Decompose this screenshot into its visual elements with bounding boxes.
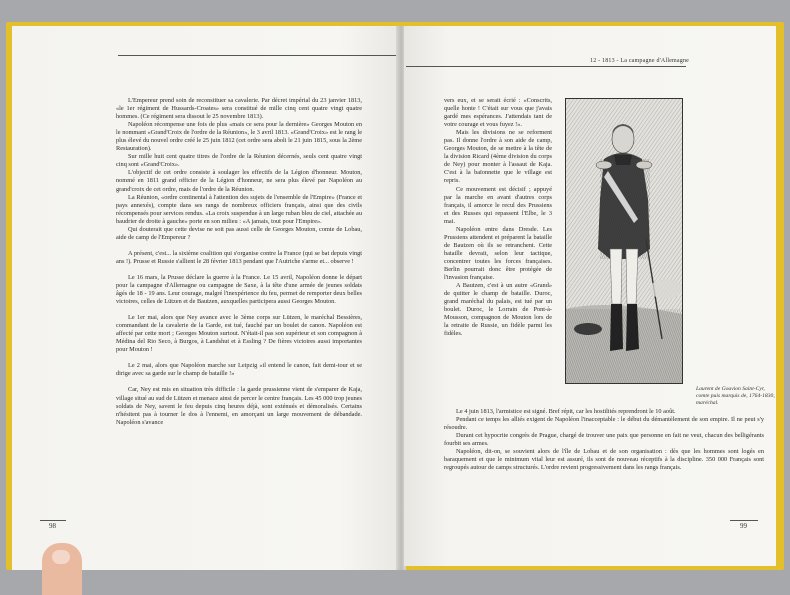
paragraph: La Réunion, «ordre continental à l'attention des sujets de l'ensemble de l'Empire» (France et pays annexés), compte dans ses rangs de nombreux officiers français, ainsi que des civils récompensés pour services rendus. «La croix suspendue à un large ruban bleu de ciel, attachée au baudrier de droite à gauche» porte en son milieu : «A jamais, tout pour l'Empire». [116, 193, 362, 225]
portrait-engraving [565, 98, 683, 384]
paragraph: Mais les divisions ne se reforment pas. Il donne l'ordre à son aide de camp, Georges Mouton, de se mettre à la tête de la division Ricard (4ème division du corps de Ney) pour monter à l'assaut de Kaja. C'est à la baïonnette que le village est repris. [444, 129, 552, 185]
paragraph: Le 4 juin 1813, l'armistice est signé. Bref répit, car les hostilités reprendront le 10 août. [456, 408, 676, 415]
left-header-rule [118, 55, 398, 56]
paragraph: Napoléon récompense une fois de plus «mais ce sera pour la dernière» Georges Mouton en le nommant «Grand'Croix de l'ordre de la Réunion», le 3 avril 1813. «Grand'Croix» est le rang le plus élevé du nouvel ordre créé le 25 juin 1812 (cet ordre sera aboli le 21 juin 1815, sous la 2ème Restauration). [116, 121, 362, 153]
paragraph: vers eux, et se serait écrié : «Conscrits, quelle honte ! C'était sur vous que j'avais gardé mes espérances. J'attendais tant de votre courage et vous fuyez !». [444, 97, 552, 129]
paragraph: L'objectif de cet ordre consiste à soulager les effectifs de la Légion d'honneur. Mouton, nommé en 1811 grand officier de la Légion d'honneur, ne sera plus élevé par Napoléon au grand'croix de cet ordre, mais de l'ordre de la Réunion. [116, 169, 362, 193]
left-page-text [116, 97, 362, 427]
paragraph: Car, Ney est mis en situation très difficile : la garde prussienne vient de s'emparer de Kaja, village situé au sud de Lützen et menace ainsi de percer le centre français. Les 45 000 trop jeunes soldats de Ney, savent le feu depuis cinq heures déjà, sont exténués et démoralisés. Certains n'hésitent pas à tourner le dos à l'ennemi, en amorçant un large mouvement de débandade. Napoléon s'avance [116, 386, 362, 426]
marshal-portrait-image [566, 99, 682, 383]
paragraph: Pendant ce temps les alliés exigent de Napoléon l'inacceptable : le début du démantèlement de son empire. Il ne peut s'y résoudre. [444, 416, 764, 432]
paragraph: Le 2 mai, alors que Napoléon marche sur Leipzig «il entend le canon, fait demi-tour et se dirige avec sa garde sur le champ de bataille !» [116, 362, 362, 378]
portrait-caption: Laurent de Gouvion Saint-Cyr, comte puis marquis de, 1764-1830, maréchal. [696, 386, 775, 406]
paragraph: Sur mille huit cent quatre titres de l'ordre de la Réunion décernés, seuls cent quatre vingt cinq sont «Grand'Croix». [116, 153, 362, 169]
paragraph: L'Empereur prend soin de reconstituer sa cavalerie. Par décret impérial du 23 janvier 1813, «le 1er régiment de Hussards-Croates» sera constitué de mille cinq cent quatre vingt quatre hommes. (Ce régiment sera dissout le 25 novembre 1813). [116, 97, 362, 121]
paragraph: Napoléon, dit-on, se souvient alors de l'île de Lobau et de son organisation : dès que les hommes sont logés en baraquement et que le minimum vital leur est assuré, ils sont de nouveau réceptifs à la discipline. 350 000 Français sont regroupés autour de camps structurés. L'ordre revient progressivement dans les rangs français. [444, 448, 764, 472]
running-head: 12 - 1813 - La campagne d'Allemagne [590, 58, 690, 64]
right-footer-rule [730, 520, 758, 521]
paragraph: Qui douterait que cette devise ne soit pas aussi celle de Georges Mouton, comte de Lobau, aide de camp de l'Empereur ? [116, 225, 362, 241]
paragraph: Le 1er mai, alors que Ney avance avec le 3ème corps sur Lützen, le maréchal Bessières, commandant de la cavalerie de la Garde, est tué, fauché par un boulet de canon. Napoléon est affecté par cette mort ; Georges Mouton surtout. N'était-il pas son supérieur et son compagnon à Médina del Rio Seco, à Burgos, à Landshut et à Essling ? De fières victoires aussi importantes pour Mouton ! [116, 314, 362, 354]
paragraph: Ce mouvement est décisif ; appuyé par la marche en avant d'autres corps français, il amorce le recul des Prussiens et des Russes qui repassent l'Elbe, le 3 mai. [444, 185, 552, 225]
right-page-number: 99 [740, 522, 747, 530]
paragraph: Le 16 mars, la Prusse déclare la guerre à la France. Le 15 avril, Napoléon donne le départ pour la campagne d'Allemagne ou campagne de Saxe, à la tête d'une armée de jeunes soldats âgés de 18 - 19 ans. Leur courage, malgré l'inexpérience du feu, permet de remporter deux belles victoires, celles de Lützen et de Bautzen, auxquelles participera aussi Georges Mouton. [116, 273, 362, 306]
left-page-number: 98 [49, 522, 56, 530]
thumbnail-nail [52, 550, 70, 564]
paragraph: Durant cet hypocrite congrès de Prague, chargé de trouver une paix que personne en fait ne veut, chacun des belligérants fourbit ses armes. [444, 432, 764, 448]
paragraph: A présent, c'est... la sixième coalition qui s'organise contre la France (qui se bat depuis vingt ans !). Prusse et Russie s'allient le 28 février 1813 pendant que l'Autriche s'arme et... observe ! [116, 249, 362, 265]
right-header-rule [406, 66, 686, 67]
paragraph: A Bautzen, c'est à un autre «Grand» de quitter le champ de bataille. Duroc, grand maréchal du palais, est tué par un boulet. Duroc, le Lorrain de Pont-à-Mousson, compagnon de Mouton lors de la retraite de Russie, un fidèle parmi les fidèles. [444, 282, 552, 338]
right-full-text [444, 408, 764, 472]
right-column-text [444, 97, 552, 338]
paragraph: Napoléon entre dans Dresde. Les Prussiens attendent et préparent la bataille de Bautzen où ils se retranchent. Cette bataille devrait, selon leur tactique, concentrer toutes les forces françaises. Berlin pourrait donc être protégée de l'invasion française. [444, 225, 552, 282]
left-footer-rule [40, 520, 66, 521]
